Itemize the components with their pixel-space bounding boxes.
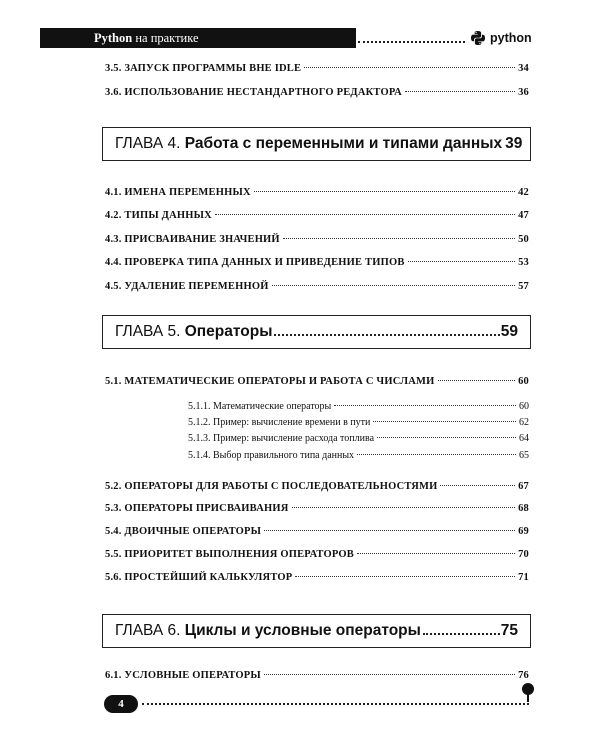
toc-entry-title: 4.3. ПРИСВАИВАНИЕ ЗНАЧЕНИЙ [105,234,280,245]
footer-pin-stem [527,694,529,702]
toc-entry-page: 69 [518,526,529,537]
leader-dots [295,576,515,577]
toc-entry-page: 76 [518,670,529,681]
chapter-5-page: 59 [500,323,518,340]
leader-dots [438,380,516,381]
toc-entry[interactable] [105,481,529,492]
toc-entry[interactable] [105,503,529,514]
toc-entry[interactable] [105,572,529,583]
header-brand: Python [94,31,133,45]
toc-subentry-page: 60 [519,401,529,412]
leader-dots [357,454,516,455]
chapter-4-prefix: ГЛАВА 4. [115,135,181,152]
toc-entry-title: 5.6. ПРОСТЕЙШИЙ КАЛЬКУЛЯТОР [105,572,293,583]
leader-dots [283,238,515,239]
chapter-5-prefix: ГЛАВА 5. [115,323,181,340]
toc-entry-page: 34 [518,63,529,74]
toc-entry[interactable] [105,63,529,74]
chapter-4-heading[interactable] [102,127,531,161]
toc-subentry[interactable] [188,401,529,412]
leader-dots [373,421,516,422]
toc-entry-page: 60 [518,376,529,387]
footer-pin-dot [522,683,534,695]
toc-entry-title: 3.5. ЗАПУСК ПРОГРАММЫ ВНЕ IDLE [105,63,302,74]
toc-subentry-title: 5.1.3. Пример: вычисление расхода топлива [188,433,375,444]
leader-dots [377,437,516,438]
header-bar [40,28,356,48]
chapter-6-title: Циклы и условные операторы [184,622,421,639]
leader-dots [334,405,516,406]
leader-dots [357,553,515,554]
chapter-4-page: 39 [505,135,523,152]
toc-entry-title: 5.4. ДВОИЧНЫЕ ОПЕРАТОРЫ [105,526,262,537]
toc-entry[interactable] [105,526,529,537]
toc-entry-page: 57 [518,281,529,292]
toc-entry-page: 68 [518,503,529,514]
chapter-5-title: Операторы [184,323,273,340]
toc-entry-page: 53 [518,257,529,268]
toc-entry[interactable] [105,257,529,268]
leader-dots [440,485,515,486]
leader-dots [254,191,515,192]
header-dotted-rule [358,41,465,43]
toc-entry-title: 4.5. УДАЛЕНИЕ ПЕРЕМЕННОЙ [105,281,269,292]
toc-subentry[interactable] [188,433,529,444]
toc-subentry[interactable] [188,450,529,461]
leader-dots [408,261,516,262]
toc-entry[interactable] [105,549,529,560]
python-logo-icon [470,30,486,46]
leader-dots [292,507,516,508]
leader-dots [264,674,515,675]
leader-dots [264,530,515,531]
toc-entry-title: 5.5. ПРИОРИТЕТ ВЫПОЛНЕНИЯ ОПЕРАТОРОВ [105,549,354,560]
toc-subentry-page: 62 [519,417,529,428]
page-number-badge: 4 [104,695,138,713]
chapter-6-page: 75 [500,622,518,639]
chapter-6-heading[interactable] [102,614,531,648]
toc-subentry[interactable] [188,417,529,428]
leader-dots [215,214,515,215]
leader-dots [304,67,515,68]
toc-entry-title: 4.1. ИМЕНА ПЕРЕМЕННЫХ [105,187,251,198]
python-logo [470,29,532,47]
chapter-5-heading[interactable] [102,315,531,349]
toc-entry-page: 67 [518,481,529,492]
toc-entry[interactable] [105,87,529,98]
toc-subentry-title: 5.1.4. Выбор правильного типа данных [188,450,355,461]
toc-subentry-title: 5.1.2. Пример: вычисление времени в пути [188,417,371,428]
toc-entry[interactable] [105,670,529,681]
chapter-6-prefix: ГЛАВА 6. [115,622,181,639]
toc-entry[interactable] [105,234,529,245]
header-subtitle: на практике [135,31,199,45]
toc-entry-title: 5.1. МАТЕМАТИЧЕСКИЕ ОПЕРАТОРЫ И РАБОТА С ЧИСЛАМИ [105,376,435,387]
toc-entry-page: 71 [518,572,529,583]
python-logo-text: python [490,31,532,45]
toc-entry[interactable] [105,281,529,292]
toc-subentry-title: 5.1.1. Математические операторы [188,401,332,412]
toc-entry[interactable] [105,187,529,198]
leader-dots [272,285,516,286]
toc-subentry-page: 65 [519,450,529,461]
toc-entry-page: 70 [518,549,529,560]
chapter-4-title: Работа с переменными и типами данных [184,135,503,152]
toc-entry[interactable] [105,210,529,221]
leader-dots [405,91,515,92]
toc-entry-title: 6.1. УСЛОВНЫЕ ОПЕРАТОРЫ [105,670,261,681]
toc-entry-page: 36 [518,87,529,98]
footer-dotted-rule [142,703,529,705]
toc-entry-title: 5.2. ОПЕРАТОРЫ ДЛЯ РАБОТЫ С ПОСЛЕДОВАТЕЛЬНОСТЯМИ [105,481,438,492]
toc-entry-title: 5.3. ОПЕРАТОРЫ ПРИСВАИВАНИЯ [105,503,289,514]
toc-entry-title: 4.4. ПРОВЕРКА ТИПА ДАННЫХ И ПРИВЕДЕНИЕ ТИПОВ [105,257,405,268]
toc-entry-title: 4.2. ТИПЫ ДАННЫХ [105,210,212,221]
toc-entry[interactable] [105,376,529,387]
toc-entry-page: 47 [518,210,529,221]
leader-dots [423,633,500,635]
toc-entry-title: 3.6. ИСПОЛЬЗОВАНИЕ НЕСТАНДАРТНОГО РЕДАКТОРА [105,87,402,98]
leader-dots [274,334,499,336]
toc-entry-page: 50 [518,234,529,245]
toc-subentry-page: 64 [519,433,529,444]
toc-entry-page: 42 [518,187,529,198]
